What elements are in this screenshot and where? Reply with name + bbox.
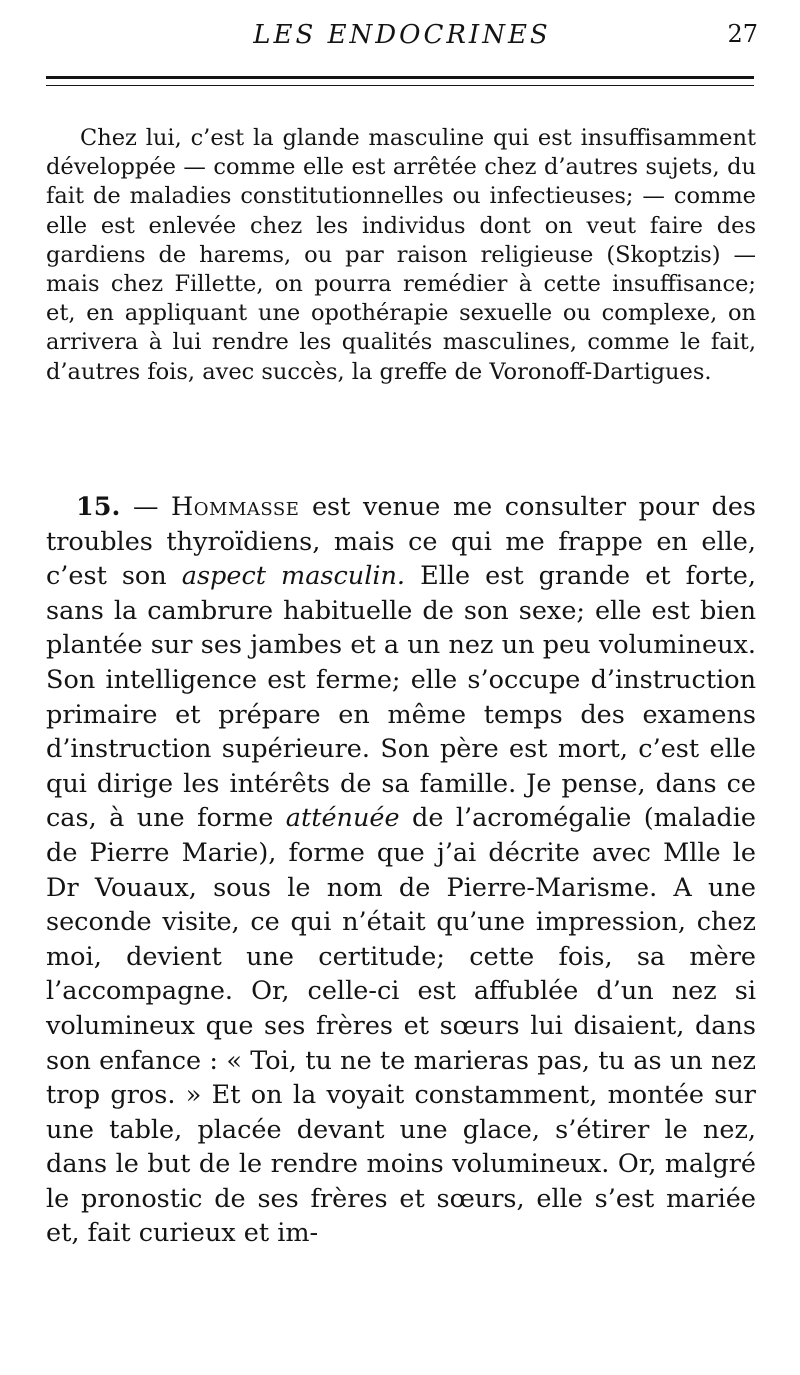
paragraph-1: Chez lui, c’est la glande masculine qui est insuffisamment développée — comme elle est arrêtée chez d’autres sujets, du fait de maladies constitutionnelles ou infectieuses; — comme elle est enlevée chez les individus dont on veut faire des gardiens de harems, ou par raison religieuse (Skoptzis) — mais chez Fillette, on pourra remédier à cette insuffisance; et, en appliquant une opothérapie sexuelle ou complexe, on arrivera à lui rendre les qualités masculines, comme le fait, d’autres fois, avec succès, la greffe de Voronoff-Dartigues. [46,125,756,385]
page-number: 27 [727,20,758,48]
paragraph-2-text-c: de l’acromégalie (maladie de Pierre Marie), forme que j’ai décrite avec Mlle le Dr Vouaux, sous le nom de Pierre-Marisme. A une seconde visite, ce qui n’était qu’une impression, chez moi, devient une certitude; cette fois, sa mère l’accompagne. Or, celle-ci est affublée d’un nez si volumineux que ses frères et sœurs lui disaient, dans son enfance : « Toi, tu ne te marieras pas, tu as un nez trop gros. » Et on la voyait constamment, montée sur une table, placée devant une glace, s’étirer le nez, dans le but de le rendre moins volumineux. Or, malgré le pronostic de ses frères et sœurs, elle s’est mariée et, fait curieux et im- [46,803,756,1249]
running-header [46,20,758,60]
paragraph-2 [46,490,756,1251]
header-rule-thin [46,85,754,86]
paragraph-2-text-b: Elle est grande et forte, sans la cambrure habituelle de son sexe; elle est bien plantée sur ses jambes et a un nez un peu volumineux. Son intelligence est ferme; elle s’occupe d’instruction primaire et prépare en même temps des examens d’instruction supérieure. Son père est mort, c’est elle qui dirige les intérêts de sa famille. Je pense, dans ce cas, à une forme [46,561,756,834]
running-title: LES ENDOCRINES [253,20,551,50]
header-rule-thick [46,76,754,79]
section-dash: — [120,492,172,522]
paragraph-2-text-a: est venue me consulter pour des troubles thyroïdiens, mais ce qui me frappe en elle, c’est son [46,492,756,592]
emphasis-attenuee: atténuée [285,803,400,834]
section-number: 15. [76,492,121,522]
case-name: Hommasse [171,492,300,522]
emphasis-aspect-masculin: aspect masculin. [181,561,406,592]
